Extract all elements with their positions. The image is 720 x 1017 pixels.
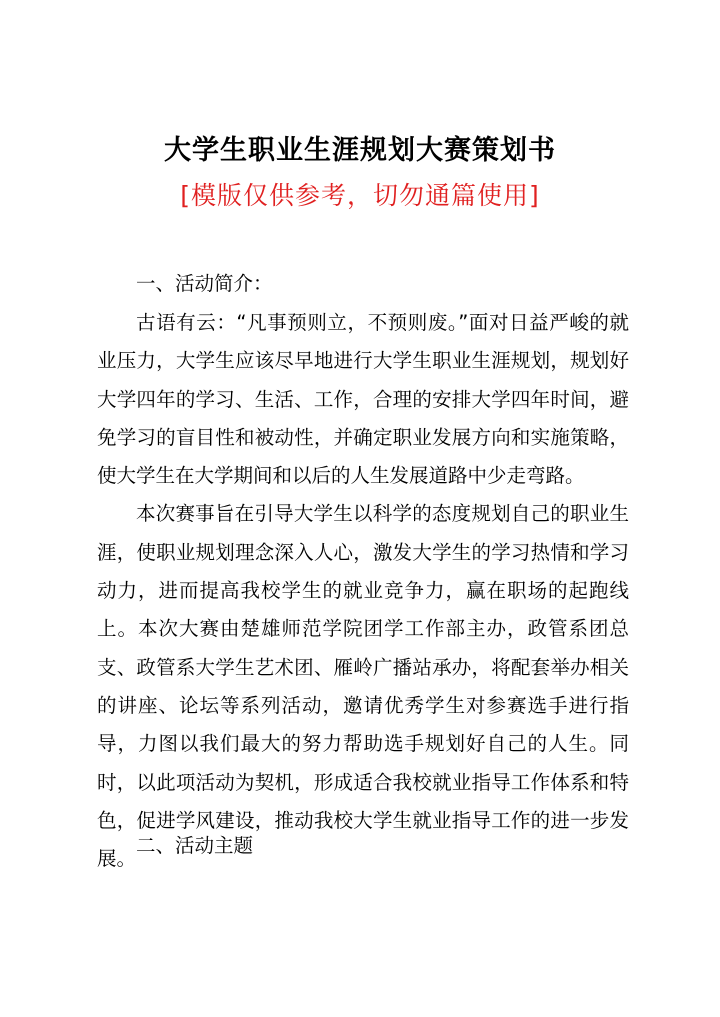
- section-heading-intro: 一、活动简介：: [136, 272, 273, 295]
- section-heading-theme: 二、活动主题: [136, 834, 254, 857]
- document-title: 大学生职业生涯规划大赛策划书: [164, 135, 556, 166]
- template-notice: [模版仅供参考，切勿通篇使用]: [180, 181, 540, 210]
- paragraph-background: 古语有云：“凡事预则立，不预则废。”面对日益严峻的就业压力，大学生应该尽早地进行大学生职业生涯规划，规划好大学四年的学习、生活、工作，合理的安排大学四年时间，避免学习的盲目性和被动性，并确定职业发展方向和实施策略，使大学生在大学期间和以后的人生发展道路中少走弯路。: [97, 311, 629, 488]
- intro-body: [97, 304, 629, 878]
- paragraph-purpose: 本次赛事旨在引导大学生以科学的态度规划自己的职业生涯，使职业规划理念深入人心，激发大学生的学习热情和学习动力，进而提高我校学生的就业竞争力，赢在职场的起跑线上。本次大赛由楚雄师范学院团学工作部主办，政管系团总支、政管系大学生艺术团、雁岭广播站承办，将配套举办相关的讲座、论坛等系列活动，邀请优秀学生对参赛选手进行指导，力图以我们最大的努力帮助选手规划好自己的人生。同时，以此项活动为契机，形成适合我校就业指导工作体系和特色，促进学风建设，推动我校大学生就业指导工作的进一步发展。: [97, 502, 629, 871]
